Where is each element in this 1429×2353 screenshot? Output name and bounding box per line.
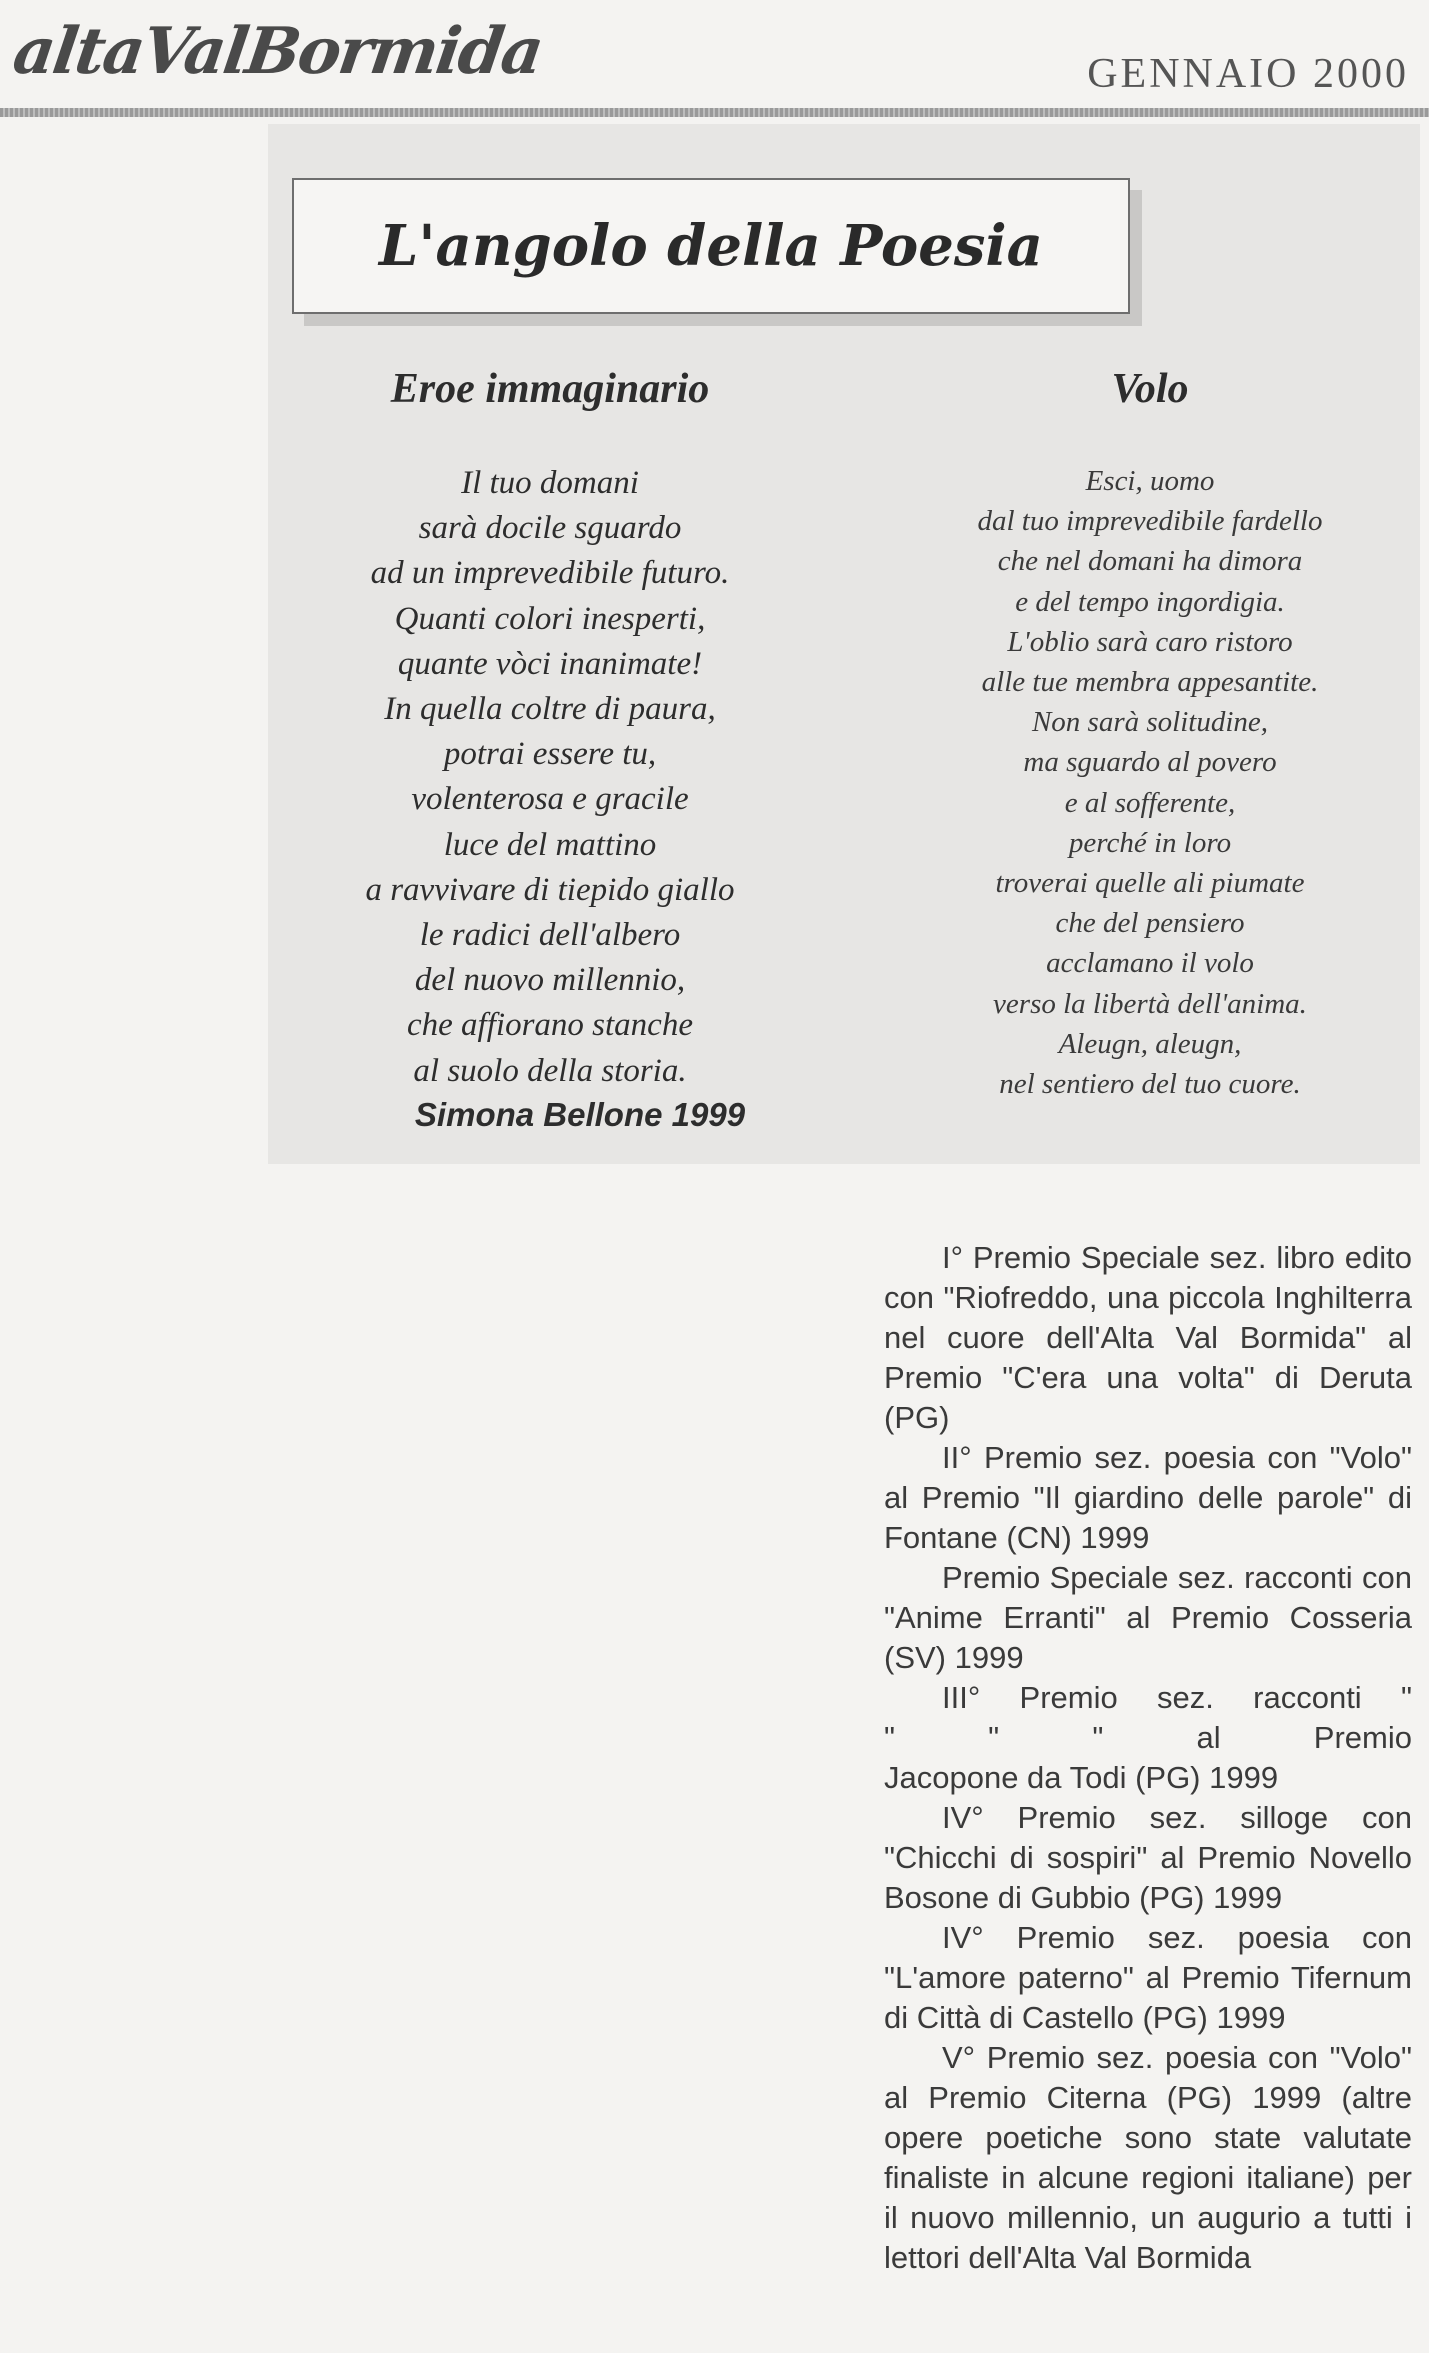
poem-title: Eroe immaginario xyxy=(390,366,710,412)
poem-line: sarà docile sguardo xyxy=(418,510,682,547)
poem-line: perché in loro xyxy=(1068,826,1232,859)
poem-line: che nel domani ha dimora xyxy=(997,545,1303,578)
award-entry-continued: Jacopone da Todi (PG) 1999 xyxy=(884,1760,1279,1795)
poem-line: alle tue membra appesantite. xyxy=(981,666,1319,699)
poem-line: del nuovo millennio, xyxy=(414,962,686,999)
poem-line: al suolo della storia. xyxy=(413,1052,687,1089)
poem-line: In quella coltre di paura, xyxy=(384,691,716,728)
award-entry: IV° Premio sez. silloge con "Chicchi di sospiri" al Premio Novello Bosone di Gubbio (PG) 1999 xyxy=(884,1800,1412,1915)
poem-line: acclamano il volo xyxy=(1046,947,1254,980)
poem-line: Quanti colori inesperti, xyxy=(394,600,706,637)
poem-line: che del pensiero xyxy=(1055,907,1245,940)
award-entry: V° Premio sez. poesia con "Volo" al Premio Citerna (PG) 1999 (altre opere poetiche sono state valutate finaliste in alcune regioni italiane) per il nuovo millennio, un augurio a tutti i lettori dell'Alta Val Bormida xyxy=(884,2040,1412,2275)
masthead-rule xyxy=(0,108,1429,117)
poem-line: che affiorano stanche xyxy=(407,1007,693,1044)
award-entry: I° Premio Speciale sez. libro edito con "Riofreddo, una piccola Inghilterra nel cuore dell'Alta Val Bormida" al Premio "C'era una volta" di Deruta (PG) xyxy=(884,1240,1412,1435)
section-title-box xyxy=(292,178,1130,314)
poem-line: potrai essere tu, xyxy=(443,736,657,773)
poem-line: Il tuo domani xyxy=(461,465,639,501)
section-title: L'angolo della Poesia xyxy=(379,213,1043,279)
poem-line: e del tempo ingordigia. xyxy=(1015,585,1285,618)
poem-line: Aleugn, aleugn, xyxy=(1058,1027,1242,1060)
poem-line: e al sofferente, xyxy=(1064,786,1236,819)
poem-line: ma sguardo al povero xyxy=(1023,746,1277,779)
issue-date: GENNAIO 2000 xyxy=(1087,51,1409,97)
award-ditto-line: " " " al Premio xyxy=(884,1720,1412,1755)
poem-lines xyxy=(900,461,1400,1104)
poem-line: le radici dell'albero xyxy=(419,917,681,954)
poem-line: Esci, uomo xyxy=(1085,465,1215,497)
award-entry: Premio Speciale sez. racconti con "Anime Erranti" al Premio Cosseria (SV) 1999 xyxy=(884,1560,1412,1675)
award-entry: II° Premio sez. poesia con "Volo" al Premio "Il giardino delle parole" di Fontane (CN) 1999 xyxy=(884,1440,1412,1555)
poem-lines xyxy=(300,461,800,1094)
poem-author: Simona Bellone 1999 xyxy=(414,1095,746,1133)
poem-line: L'oblio sarà caro ristoro xyxy=(1007,625,1293,658)
poem-line: volenterosa e gracile xyxy=(411,781,689,818)
poem-line: Non sarà solitudine, xyxy=(1031,706,1269,739)
awards-list xyxy=(884,1238,1412,2278)
poem-line: a ravvivare di tiepido giallo xyxy=(365,871,735,908)
award-entry: IV° Premio sez. poesia con "L'amore paterno" al Premio Tifernum di Città di Castello (PG) 1999 xyxy=(884,1920,1412,2035)
poem-eroe-immaginario xyxy=(300,365,800,1134)
poem-line: luce del mattino xyxy=(443,826,657,863)
award-entry: III° Premio sez. racconti " xyxy=(942,1680,1412,1715)
poem-line: troverai quelle ali piumate xyxy=(995,867,1305,900)
poem-line: dal tuo imprevedibile fardello xyxy=(977,505,1323,538)
poem-title: Volo xyxy=(1111,366,1189,412)
poem-line: ad un imprevedibile futuro. xyxy=(370,555,730,592)
poem-volo xyxy=(900,365,1400,1104)
poem-line: verso la libertà dell'anima. xyxy=(993,987,1307,1020)
masthead-logo: altaValBormida xyxy=(8,14,547,89)
poem-line: quante vòci inanimate! xyxy=(397,645,703,682)
poem-line: nel sentiero del tuo cuore. xyxy=(999,1068,1301,1101)
